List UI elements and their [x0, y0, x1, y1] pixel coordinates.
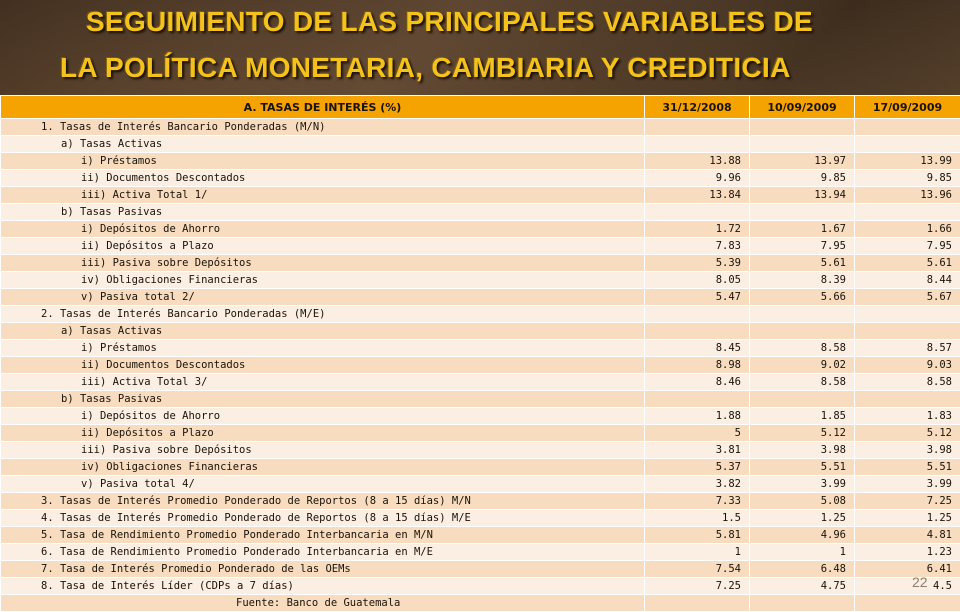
row-label: iii) Activa Total 1/ — [1, 187, 645, 204]
row-label: v) Pasiva total 2/ — [1, 289, 645, 306]
rate-value-cell: 1.25 — [750, 510, 855, 527]
title-line-2: LA POLÍTICA MONETARIA, CAMBIARIA Y CREDITICIA — [60, 52, 791, 84]
row-label: iii) Pasiva sobre Depósitos — [1, 255, 645, 272]
table-row — [1, 170, 960, 187]
rate-value-cell: 7.54 — [645, 561, 750, 578]
rate-value-cell: 4.75 — [750, 578, 855, 595]
table-row — [1, 306, 960, 323]
table-row — [1, 510, 960, 527]
table-row — [1, 408, 960, 425]
rate-value-cell: 8.98 — [645, 357, 750, 374]
rate-value-cell — [750, 119, 855, 136]
rate-value-cell — [855, 119, 960, 136]
row-label: 7. Tasa de Interés Promedio Ponderado de las OEMs — [1, 561, 645, 578]
title-line-1: SEGUIMIENTO DE LAS PRINCIPALES VARIABLES DE — [86, 6, 813, 38]
table-row — [1, 357, 960, 374]
rate-value-cell — [750, 136, 855, 153]
rate-value-cell: 3.98 — [750, 442, 855, 459]
table-row — [1, 289, 960, 306]
rate-value-cell: 8.44 — [855, 272, 960, 289]
rate-value-cell: 1.85 — [750, 408, 855, 425]
rate-value-cell — [750, 391, 855, 408]
rate-value-cell: 4.96 — [750, 527, 855, 544]
rate-value-cell — [855, 306, 960, 323]
rate-value-cell: 7.33 — [645, 493, 750, 510]
table-row — [1, 153, 960, 170]
rate-value-cell — [750, 306, 855, 323]
rate-value-cell: 3.99 — [750, 476, 855, 493]
row-label: 4. Tasas de Interés Promedio Ponderado de Reportos (8 a 15 días) M/E — [1, 510, 645, 527]
rate-value-cell — [645, 323, 750, 340]
rate-value-cell: 3.82 — [645, 476, 750, 493]
table-row — [1, 136, 960, 153]
row-label: b) Tasas Pasivas — [1, 204, 645, 221]
rate-value-cell: 5.47 — [645, 289, 750, 306]
rate-value-cell — [645, 119, 750, 136]
table-row — [1, 544, 960, 561]
table-row — [1, 374, 960, 391]
rate-value-cell: 1.66 — [855, 221, 960, 238]
rate-value-cell: 1.67 — [750, 221, 855, 238]
rate-value-cell: 7.83 — [645, 238, 750, 255]
row-label: ii) Depósitos a Plazo — [1, 425, 645, 442]
table-row — [1, 527, 960, 544]
rate-value-cell: 13.96 — [855, 187, 960, 204]
rate-value-cell: 5.08 — [750, 493, 855, 510]
table-row — [1, 391, 960, 408]
row-label: i) Depósitos de Ahorro — [1, 221, 645, 238]
header-date-17-09-2009: 17/09/2009 — [855, 96, 960, 119]
row-label: i) Préstamos — [1, 153, 645, 170]
rate-value-cell: 8.58 — [750, 340, 855, 357]
row-label: ii) Documentos Descontados — [1, 357, 645, 374]
row-label: v) Pasiva total 4/ — [1, 476, 645, 493]
row-label: 3. Tasas de Interés Promedio Ponderado de Reportos (8 a 15 días) M/N — [1, 493, 645, 510]
row-label: iii) Pasiva sobre Depósitos — [1, 442, 645, 459]
rate-value-cell: 9.85 — [750, 170, 855, 187]
row-label: i) Depósitos de Ahorro — [1, 408, 645, 425]
row-label: iii) Activa Total 3/ — [1, 374, 645, 391]
row-label: 5. Tasa de Rendimiento Promedio Ponderado Interbancaria en M/N — [1, 527, 645, 544]
table-row — [1, 595, 960, 612]
table-row — [1, 221, 960, 238]
rate-value-cell: 1.83 — [855, 408, 960, 425]
rate-value-cell — [855, 323, 960, 340]
rate-value-cell: 3.81 — [645, 442, 750, 459]
header-section-title: A. TASAS DE INTERÉS (%) — [1, 96, 645, 119]
rate-value-cell: 5.66 — [750, 289, 855, 306]
rate-value-cell: 1.23 — [855, 544, 960, 561]
rate-value-cell: 8.58 — [855, 374, 960, 391]
table-row — [1, 442, 960, 459]
table-row — [1, 238, 960, 255]
rate-value-cell: 1.72 — [645, 221, 750, 238]
rate-value-cell — [855, 595, 960, 612]
slide-title — [0, 0, 960, 92]
rate-value-cell: 7.25 — [855, 493, 960, 510]
rate-value-cell: 8.05 — [645, 272, 750, 289]
rate-value-cell: 3.98 — [855, 442, 960, 459]
row-label: i) Préstamos — [1, 340, 645, 357]
rate-value-cell: 5 — [645, 425, 750, 442]
header-date-2008: 31/12/2008 — [645, 96, 750, 119]
rate-value-cell: 5.12 — [855, 425, 960, 442]
rate-value-cell: 7.25 — [645, 578, 750, 595]
rate-value-cell: 9.85 — [855, 170, 960, 187]
row-label: a) Tasas Activas — [1, 136, 645, 153]
rate-value-cell: 9.02 — [750, 357, 855, 374]
row-label: ii) Documentos Descontados — [1, 170, 645, 187]
table-header-row — [1, 96, 960, 119]
rate-value-cell: 5.12 — [750, 425, 855, 442]
rate-value-cell: 5.67 — [855, 289, 960, 306]
rate-value-cell: 8.57 — [855, 340, 960, 357]
rate-value-cell: 3.99 — [855, 476, 960, 493]
rate-value-cell: 7.95 — [855, 238, 960, 255]
page-number: 22 — [912, 574, 928, 590]
rate-value-cell — [645, 595, 750, 612]
row-label: 8. Tasa de Interés Líder (CDPs a 7 días) — [1, 578, 645, 595]
header-date-10-09-2009: 10/09/2009 — [750, 96, 855, 119]
rate-value-cell — [645, 306, 750, 323]
table-row — [1, 204, 960, 221]
rate-value-cell: 9.03 — [855, 357, 960, 374]
rate-value-cell: 5.51 — [855, 459, 960, 476]
row-label: Fuente: Banco de Guatemala — [1, 595, 645, 612]
rate-value-cell: 1 — [750, 544, 855, 561]
rate-value-cell: 5.37 — [645, 459, 750, 476]
rate-value-cell — [750, 204, 855, 221]
table-row — [1, 459, 960, 476]
rate-value-cell: 4.5 — [855, 578, 960, 595]
rate-value-cell: 6.41 — [855, 561, 960, 578]
rate-value-cell: 8.39 — [750, 272, 855, 289]
rate-value-cell: 13.97 — [750, 153, 855, 170]
interest-rates-table — [0, 95, 960, 612]
rate-value-cell: 13.94 — [750, 187, 855, 204]
rate-value-cell: 1 — [645, 544, 750, 561]
rate-value-cell: 5.61 — [855, 255, 960, 272]
table-body — [1, 119, 960, 612]
rate-value-cell: 8.45 — [645, 340, 750, 357]
table-row — [1, 493, 960, 510]
rate-value-cell — [750, 595, 855, 612]
table-row — [1, 561, 960, 578]
rate-value-cell — [855, 391, 960, 408]
rate-value-cell — [645, 204, 750, 221]
table-row — [1, 340, 960, 357]
table-row — [1, 476, 960, 493]
rate-value-cell: 8.46 — [645, 374, 750, 391]
row-label: iv) Obligaciones Financieras — [1, 459, 645, 476]
rate-value-cell: 8.58 — [750, 374, 855, 391]
rate-value-cell: 6.48 — [750, 561, 855, 578]
rate-value-cell: 1.25 — [855, 510, 960, 527]
rate-value-cell: 9.96 — [645, 170, 750, 187]
rate-value-cell: 7.95 — [750, 238, 855, 255]
rate-value-cell: 5.39 — [645, 255, 750, 272]
table-row — [1, 578, 960, 595]
rate-value-cell: 13.99 — [855, 153, 960, 170]
rate-value-cell: 5.81 — [645, 527, 750, 544]
table-row — [1, 255, 960, 272]
row-label: 1. Tasas de Interés Bancario Ponderadas (M/N) — [1, 119, 645, 136]
rate-value-cell: 13.84 — [645, 187, 750, 204]
table-row — [1, 272, 960, 289]
rate-value-cell: 4.81 — [855, 527, 960, 544]
rate-value-cell — [855, 136, 960, 153]
rate-value-cell: 5.61 — [750, 255, 855, 272]
rate-value-cell — [645, 391, 750, 408]
rate-value-cell — [750, 323, 855, 340]
table-row — [1, 425, 960, 442]
row-label: 6. Tasa de Rendimiento Promedio Ponderado Interbancaria en M/E — [1, 544, 645, 561]
rate-value-cell — [855, 204, 960, 221]
row-label: a) Tasas Activas — [1, 323, 645, 340]
table-row — [1, 323, 960, 340]
rate-value-cell — [645, 136, 750, 153]
row-label: ii) Depósitos a Plazo — [1, 238, 645, 255]
rate-value-cell: 5.51 — [750, 459, 855, 476]
rate-value-cell: 1.88 — [645, 408, 750, 425]
row-label: 2. Tasas de Interés Bancario Ponderadas (M/E) — [1, 306, 645, 323]
rate-value-cell: 13.88 — [645, 153, 750, 170]
row-label: iv) Obligaciones Financieras — [1, 272, 645, 289]
table-row — [1, 119, 960, 136]
rate-value-cell: 1.5 — [645, 510, 750, 527]
table-row — [1, 187, 960, 204]
row-label: b) Tasas Pasivas — [1, 391, 645, 408]
